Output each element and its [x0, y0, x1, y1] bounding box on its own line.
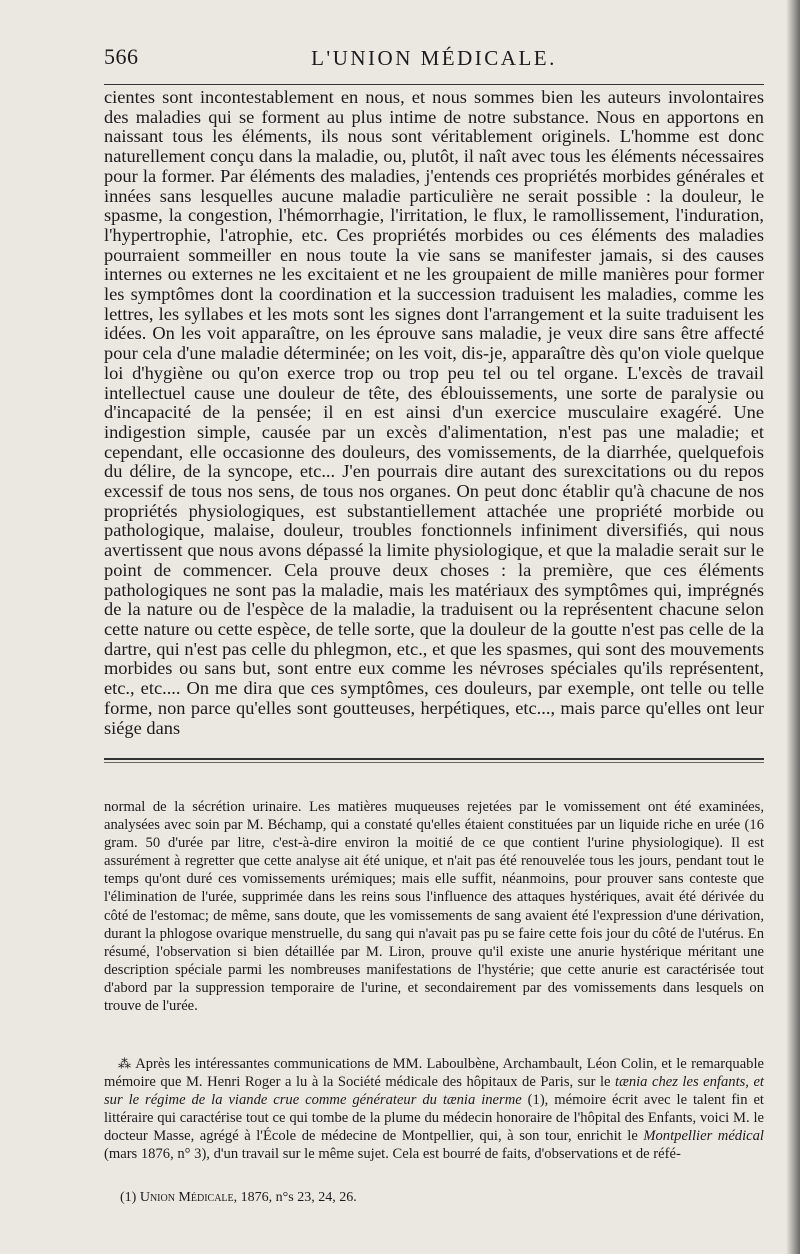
main-body-text: cientes sont incontestablement en nous, et nous sommes bien les auteurs involontaires des maladies qui se forment au plus intime de notre substance. Nous en apportons en naissant tous les éléments, ils nous sont véritablement originels. L'homme est donc naturellement conçu dans la maladie, ou, plutôt, il naît avec tous les éléments nécessaires pour la former. Par éléments des maladies, j'entends ces propriétés morbides générales et innées sans lesquelles aucune maladie particulière ne serait possible : la douleur, le spasme, la congestion, l'hémorrhagie, l'irritation, le flux, le ramollissement, l'induration, l'hypertrophie, l'atrophie, etc. Ces propriétés morbides ou ces éléments des maladies pourraient sommeiller en nous toute la vie sans se manifester jamais, si des causes internes ou externes ne les excitaient et ne les groupaient de mille manières pour former les symptômes dont la coordination et la succession traduisent les maladies, comme les lettres, les syllabes et les mots sont les signes dont l'arrangement et la suite traduisent les idées. On les voit apparaître, on les éprouve sans maladie, je veux dire sans être affecté pour cela d'une maladie déterminée; on les voit, dis-je, apparaître dès qu'on viole quelque loi d'hygiène ou qu'on exerce trop ou trop peu tel ou tel organe. L'excès de travail intellectuel cause une douleur de tête, des éblouissements, une sorte de paralysie ou d'incapacité de la pensée; il en est ainsi d'un exercice musculaire exagéré. Une indigestion simple, causée par un excès d'alimentation, n'est pas une maladie; et cependant, elle occasionne des douleurs, des vomissements, de la diarrhée, quelquefois du délire, de la syncope, etc... J'en pourrais dire autant des surexcitations ou du repos excessif de tous nos sens, de tous nos organes. On peut donc établir qu'à chacune de nos propriétés physiologiques, est substantiellement attachée une propriété morbide ou pathologique, malaise, douleur, troubles fonctionnels infiniment diversifiés, qui nous avertissent que nous avons dépassé la limite physiologique, et que la maladie serait sur le point de commencer. Cela prouve deux choses : la première, que ces éléments pathologiques ne sont pas la maladie, mais les matériaux des symptômes qui, imprégnés de la nature ou de l'espèce de la maladie, la traduisent ou la représentent chacune selon cette nature ou cette espèce, de telle sorte, que la douleur de la goutte n'est pas celle de la dartre, qui n'est pas celle du phlegmon, etc., et que les spasmes, qui sont des mouvements morbides ou sans but, sont entre eux comme les névroses spéciales qu'ils représentent, etc., etc.... On me dira que ces symptômes, ces douleurs, par exemple, ont telle ou telle forme, non parce qu'elles sont goutteuses, herpétiques, etc..., mais parce qu'elles ont leur siége dans [104, 87, 764, 738]
bottom-footnote [120, 1189, 760, 1207]
footnote-separator [104, 758, 764, 760]
page-number: 566 [104, 44, 139, 69]
footnote-marker: (1) [120, 1190, 140, 1205]
footnote-separator-thin [104, 762, 764, 763]
masse-note-text-b: (1), mémoire écrit avec le talent fin et littéraire qui caractérise tout ce qui tombe de la plume du médecin honoraire de l'hôpital des Enfants, voici M. le docteur Masse, agrégé à l'École de médecine de Montpellier, qui, à son tour, enrichit le [104, 1092, 764, 1145]
masse-note-text-c: (mars 1876, n° 3), d'un travail sur le même sujet. Cela est bourré de faits, d'observations et de réfé- [104, 1146, 681, 1163]
masse-note-italic-journal: Montpellier médical [643, 1128, 764, 1145]
page-header [104, 44, 764, 74]
running-title: L'UNION MÉDICALE. [311, 46, 557, 70]
page-edge-shadow [786, 0, 800, 1254]
masse-note-text-a: Après les intéressantes communications de MM. Laboulbène, Archambault, Léon Colin, et le remarquable mémoire que M. Henri Roger a lu à la Société médicale des hôpitaux de Paris, sur le [104, 1056, 765, 1091]
asterism-mark: ⁂ [118, 1056, 132, 1071]
footnote-details: , 1876, n°s 23, 24, 26. [233, 1190, 357, 1205]
header-rule [104, 84, 764, 85]
masse-note-paragraph [104, 1055, 764, 1164]
footnote-source: Union Médicale [139, 1190, 234, 1205]
urine-note-paragraph: normal de la sécrétion urinaire. Les matières muqueuses rejetées par le vomissement ont été examinées, analysées avec soin par M. Béchamp, qui a constaté qu'elles étaient constituées par un liquide riche en urée (16 gram. 50 d'urée par litre, c'est-à-dire environ la moitié de ce que contient l'urine physiologique). Il est assurément à regretter que cette analyse ait été unique, et n'ait pas été renouvelée tous les jours, pendant tout le temps qu'ont duré ces vomissements urémiques; mais elle suffit, néanmoins, pour prouver sans conteste que l'élimination de l'urée, supprimée dans les reins sous l'influence des attaques hystériques, avait été dérivée du côté de l'estomac; de même, sans doute, que les vomissements de sang avaient été l'expression d'une dérivation, durant la phlogose ovarique menstruelle, du sang qui n'avait pas pu se faire cette fois jour du côté de l'utérus. En résumé, l'observation si bien détaillée par M. Liron, prouve qu'il existe une anurie hystérique méritant une description spéciale parmi les nombreuses manifestations de l'hystérie; que cette anurie est caractérisée tout d'abord par la suppression temporaire de l'urine, et secondairement par des vomissements dans lesquels on trouve de l'urée. [104, 799, 764, 1015]
masse-note-italic-title: tænia chez les enfants, et sur le régime de la viande crue comme générateur du tænia inerme [104, 1074, 764, 1109]
